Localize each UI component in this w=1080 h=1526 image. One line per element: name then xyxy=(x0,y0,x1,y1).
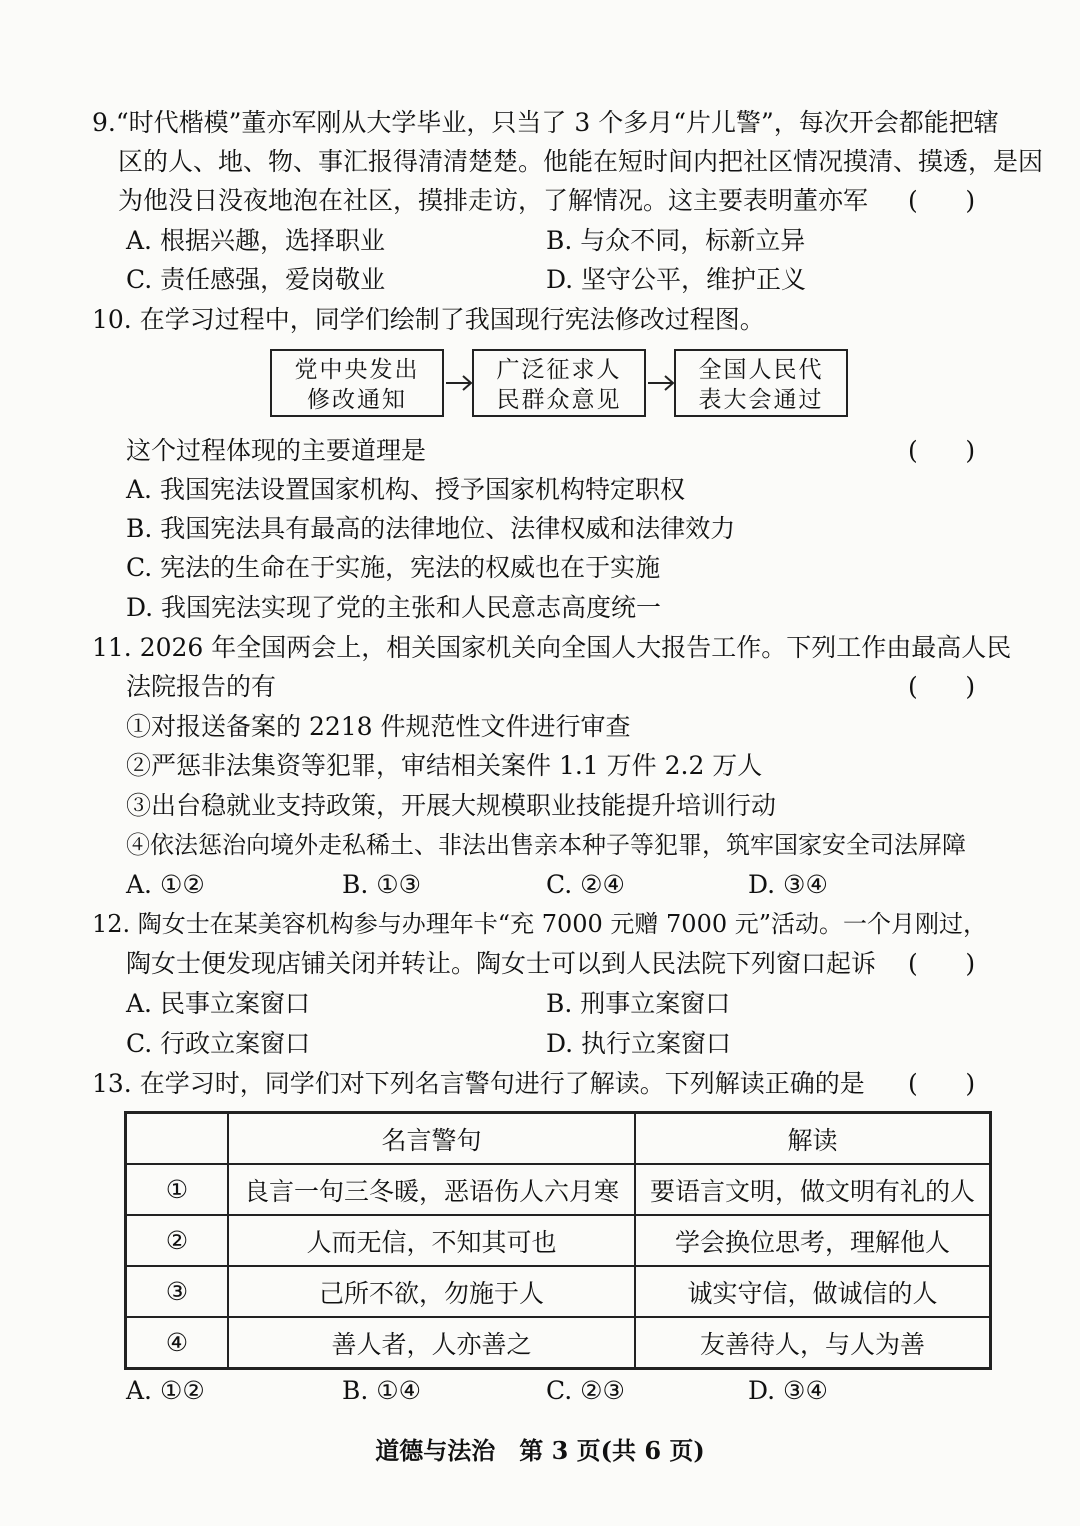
q9-option-c: C. 责任感强，爱岗敬业 xyxy=(126,265,386,294)
q11-option-d: D. ③④ xyxy=(748,870,828,899)
q10-option-b: B. 我国宪法具有最高的法律地位、法律权威和法律效力 xyxy=(126,514,736,543)
table-cell: 要语言文明，做文明有礼的人 xyxy=(635,1164,991,1215)
q9-answer-paren: ( ) xyxy=(908,186,976,215)
q12-option-b: B. 刑事立案窗口 xyxy=(546,989,731,1018)
q13-option-c: C. ②③ xyxy=(546,1376,625,1405)
flow-step-3 xyxy=(674,349,848,417)
table-cell: 良言一句三冬暖，恶语伤人六月寒 xyxy=(228,1164,635,1215)
table-cell: 人而无信，不知其可也 xyxy=(228,1215,635,1266)
page-footer: 道德与法治 第 3 页(共 6 页) xyxy=(375,1436,705,1465)
q10-option-c: C. 宪法的生命在于实施，宪法的权威也在于实施 xyxy=(126,553,661,582)
table-header-row xyxy=(126,1113,991,1165)
q13-option-b: B. ①④ xyxy=(342,1376,422,1405)
q10-question: 这个过程体现的主要道理是 xyxy=(126,436,427,465)
q11-item-3: ③出台稳就业支持政策，开展大规模职业技能提升培训行动 xyxy=(126,791,777,820)
q11-stem-line-1: 11. 2026 年全国两会上，相关国家机关向全国人大报告工作。下列工作由最高人民 xyxy=(92,633,1012,662)
q9-option-b: B. 与众不同，标新立异 xyxy=(546,226,806,255)
q13-option-d: D. ③④ xyxy=(748,1376,828,1405)
q11-option-b: B. ①③ xyxy=(342,870,422,899)
q10-option-a: A. 我国宪法设置国家机构、授予国家机构特定职权 xyxy=(126,475,685,504)
flow-step-1 xyxy=(270,349,444,417)
arrow-right-icon xyxy=(646,369,676,397)
q9-option-a: A. 根据兴趣，选择职业 xyxy=(126,226,385,255)
flow-step-3-line-1: 全国人民代 xyxy=(698,357,824,383)
q11-answer-paren: ( ) xyxy=(908,672,976,701)
table-cell: ① xyxy=(126,1164,229,1215)
quotes-table xyxy=(124,1111,992,1370)
q11-item-2: ②严惩非法集资等犯罪，审结相关案件 1.1 万件 2.2 万人 xyxy=(126,751,763,780)
table-row xyxy=(126,1164,991,1215)
q9-stem-line-3: 为他没日没夜地泡在社区，摸排走访，了解情况。这主要表明董亦军 xyxy=(118,186,869,215)
flow-step-1-line-1: 党中央发出 xyxy=(294,357,420,383)
q12-stem-line-1: 12. 陶女士在某美容机构参与办理年卡“充 7000 元赠 7000 元”活动。一个月刚过， xyxy=(92,910,988,938)
flow-step-2 xyxy=(472,349,646,417)
table-header-cell: 名言警句 xyxy=(228,1113,635,1165)
q13-stem: 13. 在学习时，同学们对下列名言警句进行了解读。下列解读正确的是 xyxy=(92,1069,865,1098)
q12-stem-line-2: 陶女士便发现店铺关闭并转让。陶女士可以到人民法院下列窗口起诉 xyxy=(126,949,877,978)
table-cell: ③ xyxy=(126,1266,229,1317)
table-cell: 善人者，人亦善之 xyxy=(228,1317,635,1369)
table-cell: ④ xyxy=(126,1317,229,1369)
flow-step-1-line-2: 修改通知 xyxy=(307,387,407,413)
q12-option-c: C. 行政立案窗口 xyxy=(126,1029,311,1058)
table-row xyxy=(126,1266,991,1317)
q13-answer-paren: ( ) xyxy=(908,1069,976,1098)
flow-step-2-line-1: 广泛征求人 xyxy=(496,357,622,383)
q10-stem: 10. 在学习过程中，同学们绘制了我国现行宪法修改过程图。 xyxy=(92,305,765,334)
q11-item-1: ①对报送备案的 2218 件规范性文件进行审查 xyxy=(126,712,631,741)
q10-answer-paren: ( ) xyxy=(908,436,976,465)
table-cell: 己所不欲，勿施于人 xyxy=(228,1266,635,1317)
q10-option-d: D. 我国宪法实现了党的主张和人民意志高度统一 xyxy=(126,593,662,622)
q12-option-a: A. 民事立案窗口 xyxy=(126,989,310,1018)
table-cell: 诚实守信，做诚信的人 xyxy=(635,1266,991,1317)
table-cell: 学会换位思考，理解他人 xyxy=(635,1215,991,1266)
table-header-cell xyxy=(126,1113,229,1165)
q9-stem-line-2: 区的人、地、物、事汇报得清清楚楚。他能在短时间内把社区情况摸清、摸透，是因 xyxy=(118,147,1044,176)
table-header-cell: 解读 xyxy=(635,1113,991,1165)
q13-option-a: A. ①② xyxy=(126,1376,205,1405)
flow-step-2-line-2: 民群众意见 xyxy=(496,387,622,413)
arrow-right-icon xyxy=(444,369,474,397)
q12-option-d: D. 执行立案窗口 xyxy=(546,1029,732,1058)
q11-stem-line-2: 法院报告的有 xyxy=(126,672,277,701)
q9-stem-line-1: 9.“时代楷模”董亦军刚从大学毕业，只当了 3 个多月“片儿警”，每次开会都能把辖 xyxy=(92,108,999,137)
q9-option-d: D. 坚守公平，维护正义 xyxy=(546,265,807,294)
q11-item-4: ④依法惩治向境外走私稀土、非法出售亲本种子等犯罪，筑牢国家安全司法屏障 xyxy=(126,831,966,859)
flow-step-3-line-2: 表大会通过 xyxy=(698,387,824,413)
table-row xyxy=(126,1317,991,1369)
table-row xyxy=(126,1215,991,1266)
q11-option-c: C. ②④ xyxy=(546,870,625,899)
q12-answer-paren: ( ) xyxy=(908,949,976,978)
table-cell: 友善待人，与人为善 xyxy=(635,1317,991,1369)
table-cell: ② xyxy=(126,1215,229,1266)
q11-option-a: A. ①② xyxy=(126,870,205,899)
